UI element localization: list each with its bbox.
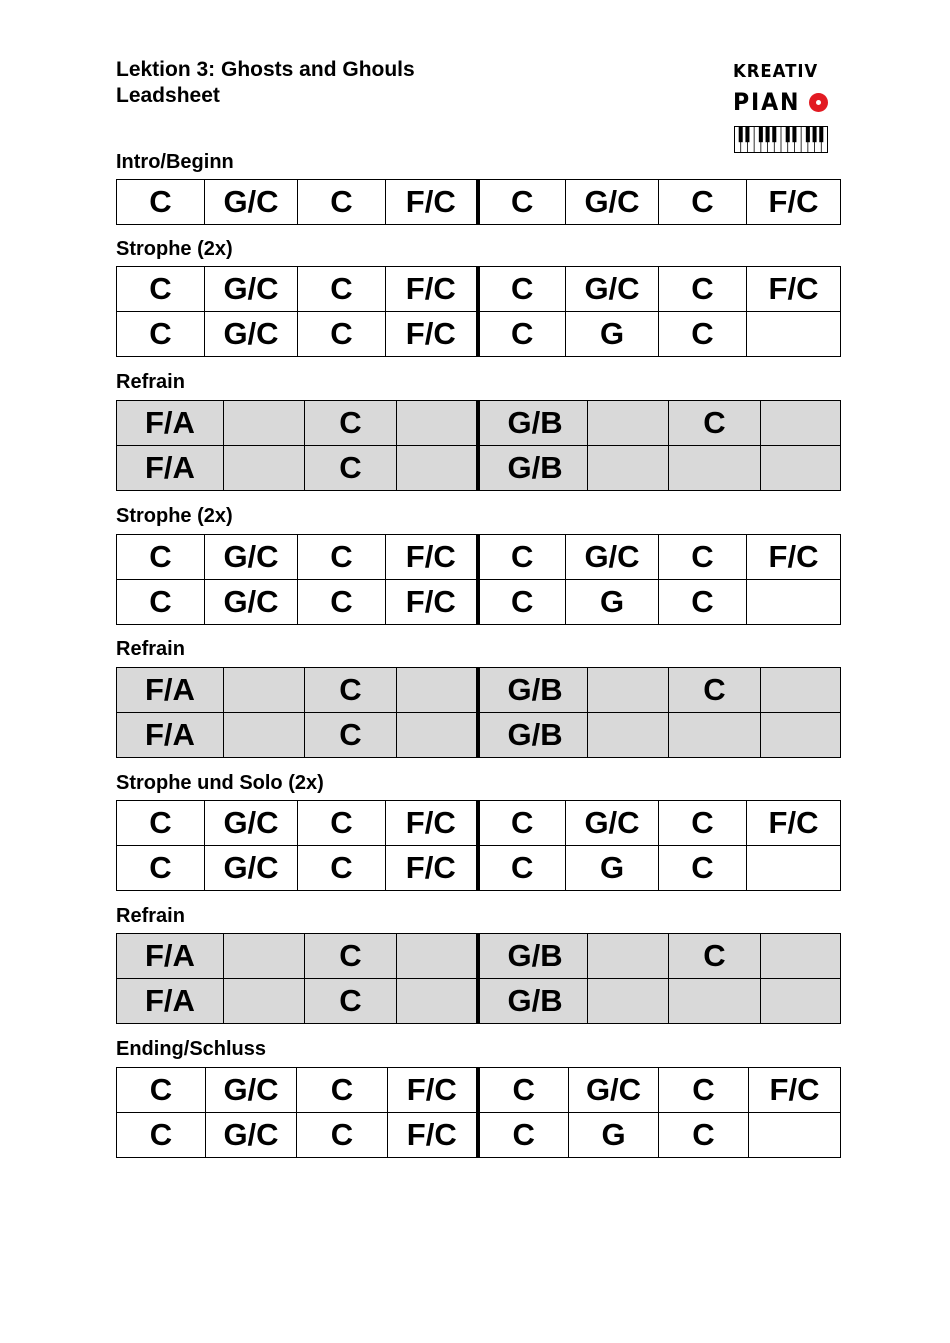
section-label-ending: Ending/Schluss	[116, 1038, 267, 1060]
chord-cell: C	[478, 1113, 569, 1158]
chord-cell	[224, 979, 305, 1024]
chord-cell	[224, 446, 305, 491]
chord-cell: G/B	[478, 713, 588, 758]
chord-cell: C	[297, 1068, 388, 1113]
chord-cell: G/C	[205, 846, 298, 891]
chord-cell: G/C	[205, 535, 298, 580]
chord-row	[117, 446, 841, 491]
chord-row	[117, 934, 841, 979]
chord-cell	[669, 979, 761, 1024]
chord-cell: C	[669, 934, 761, 979]
page-title	[116, 57, 415, 109]
chord-cell: C	[305, 401, 397, 446]
chord-cell: G/C	[569, 1068, 659, 1113]
kreativ-piano-logo	[733, 62, 833, 156]
chord-row	[117, 801, 841, 846]
chord-chart-refrain	[116, 400, 841, 491]
chord-cell	[761, 713, 841, 758]
chord-cell: C	[305, 668, 397, 713]
logo-word-piano: PIAN	[733, 88, 801, 116]
chord-row	[117, 668, 841, 713]
logo-word-kreativ: KREATIV	[733, 61, 819, 82]
chord-cell: F/C	[388, 1113, 478, 1158]
chord-cell: F/C	[386, 801, 478, 846]
chord-cell: G/C	[566, 801, 659, 846]
chord-cell: C	[478, 580, 566, 625]
chord-cell: G/C	[205, 801, 298, 846]
chord-cell: G	[566, 846, 659, 891]
chord-cell: C	[659, 180, 747, 225]
chord-cell: C	[659, 1068, 749, 1113]
chord-chart-strophe	[116, 266, 841, 357]
chord-cell	[588, 934, 669, 979]
chord-cell: C	[298, 846, 386, 891]
chord-cell: C	[659, 1113, 749, 1158]
chord-cell: C	[305, 713, 397, 758]
chord-cell: C	[478, 1068, 569, 1113]
chord-cell: G/B	[478, 979, 588, 1024]
chord-cell: F/C	[747, 535, 841, 580]
chord-cell	[588, 713, 669, 758]
chord-chart-intro	[116, 179, 841, 225]
chord-cell: C	[659, 535, 747, 580]
chord-cell: F/C	[749, 1068, 841, 1113]
section-label-strophe: Strophe (2x)	[116, 238, 233, 260]
chord-row	[117, 979, 841, 1024]
chord-cell	[224, 934, 305, 979]
chord-cell: C	[478, 801, 566, 846]
chord-cell: C	[659, 312, 747, 357]
chord-cell: C	[117, 312, 205, 357]
chord-cell	[397, 446, 478, 491]
chord-cell	[761, 979, 841, 1024]
chord-row	[117, 1068, 841, 1113]
chord-cell	[397, 979, 478, 1024]
chord-cell: F/A	[117, 979, 224, 1024]
chord-cell	[397, 668, 478, 713]
chord-cell: G	[566, 312, 659, 357]
chord-cell: G/B	[478, 401, 588, 446]
chord-cell: F/C	[747, 801, 841, 846]
chord-cell: C	[669, 401, 761, 446]
chord-cell	[669, 446, 761, 491]
chord-cell: C	[305, 446, 397, 491]
chord-cell	[224, 713, 305, 758]
chord-chart-refrain	[116, 667, 841, 758]
chord-cell: C	[117, 580, 205, 625]
chord-cell: F/A	[117, 668, 224, 713]
chord-cell: F/A	[117, 713, 224, 758]
chord-chart-refrain	[116, 933, 841, 1024]
title-line-lesson: Lektion 3: Ghosts and Ghouls	[116, 58, 415, 81]
chord-cell: C	[298, 535, 386, 580]
section-label-refrain: Refrain	[116, 638, 185, 660]
chord-row	[117, 401, 841, 446]
chord-cell: F/A	[117, 401, 224, 446]
chord-cell: C	[659, 801, 747, 846]
chord-cell	[761, 401, 841, 446]
piano-keys-icon	[734, 126, 828, 153]
chord-row	[117, 580, 841, 625]
chord-cell: C	[478, 535, 566, 580]
chord-cell	[588, 446, 669, 491]
chord-cell	[749, 1113, 841, 1158]
chord-row	[117, 846, 841, 891]
section-label-strophe: Strophe (2x)	[116, 505, 233, 527]
chord-row	[117, 713, 841, 758]
section-label-strophe-solo: Strophe und Solo (2x)	[116, 772, 324, 794]
chord-cell	[588, 979, 669, 1024]
record-disc-icon	[809, 93, 828, 112]
chord-cell: C	[297, 1113, 388, 1158]
chord-cell: G/C	[205, 580, 298, 625]
chord-cell: C	[659, 846, 747, 891]
chord-cell: G/C	[206, 1113, 297, 1158]
chord-cell: G	[569, 1113, 659, 1158]
chord-cell: G/C	[566, 180, 659, 225]
chord-cell: G/C	[566, 267, 659, 312]
chord-cell	[397, 401, 478, 446]
chord-cell: C	[117, 180, 205, 225]
chord-cell	[761, 668, 841, 713]
chord-cell	[397, 713, 478, 758]
chord-cell	[761, 446, 841, 491]
chord-chart-ending	[116, 1067, 841, 1158]
chord-cell: C	[305, 979, 397, 1024]
chord-cell: F/C	[386, 180, 478, 225]
chord-cell	[588, 401, 669, 446]
chord-chart-strophe-solo	[116, 800, 841, 891]
chord-cell	[669, 713, 761, 758]
chord-cell: C	[478, 180, 566, 225]
chord-cell: C	[298, 801, 386, 846]
chord-cell: G/B	[478, 934, 588, 979]
chord-cell: C	[117, 535, 205, 580]
chord-cell: F/C	[386, 580, 478, 625]
chord-cell: C	[478, 312, 566, 357]
chord-cell: F/A	[117, 934, 224, 979]
chord-row	[117, 312, 841, 357]
chord-cell: F/C	[386, 535, 478, 580]
chord-cell: G/C	[205, 312, 298, 357]
chord-row	[117, 535, 841, 580]
chord-cell: G/B	[478, 668, 588, 713]
chord-cell: C	[117, 846, 205, 891]
chord-cell: C	[478, 267, 566, 312]
chord-cell: G/C	[205, 180, 298, 225]
chord-cell: C	[669, 668, 761, 713]
chord-row	[117, 267, 841, 312]
chord-cell: C	[117, 1113, 206, 1158]
title-line-leadsheet: Leadsheet	[116, 84, 220, 107]
chord-cell: C	[305, 934, 397, 979]
section-label-refrain: Refrain	[116, 905, 185, 927]
chord-row	[117, 180, 841, 225]
chord-cell: C	[478, 846, 566, 891]
chord-cell: C	[659, 580, 747, 625]
chord-cell: C	[117, 801, 205, 846]
chord-cell: C	[298, 267, 386, 312]
chord-cell: F/C	[747, 267, 841, 312]
section-label-refrain: Refrain	[116, 371, 185, 393]
chord-cell: F/C	[386, 846, 478, 891]
chord-cell	[747, 312, 841, 357]
chord-chart-strophe	[116, 534, 841, 625]
chord-row	[117, 1113, 841, 1158]
chord-cell: C	[298, 580, 386, 625]
chord-cell: F/A	[117, 446, 224, 491]
chord-cell	[747, 580, 841, 625]
section-label-intro: Intro/Beginn	[116, 151, 234, 173]
chord-cell: F/C	[388, 1068, 478, 1113]
chord-cell: G/C	[205, 267, 298, 312]
chord-cell	[747, 846, 841, 891]
chord-cell	[224, 668, 305, 713]
chord-cell	[397, 934, 478, 979]
chord-cell: C	[117, 1068, 206, 1113]
chord-cell	[761, 934, 841, 979]
chord-cell: G/C	[566, 535, 659, 580]
chord-cell: F/C	[386, 267, 478, 312]
chord-cell	[224, 401, 305, 446]
chord-cell: F/C	[386, 312, 478, 357]
chord-cell: C	[298, 180, 386, 225]
chord-cell: C	[659, 267, 747, 312]
chord-cell: C	[117, 267, 205, 312]
chord-cell: F/C	[747, 180, 841, 225]
chord-cell	[588, 668, 669, 713]
chord-cell: G/B	[478, 446, 588, 491]
chord-cell: G	[566, 580, 659, 625]
chord-cell: G/C	[206, 1068, 297, 1113]
chord-cell: C	[298, 312, 386, 357]
